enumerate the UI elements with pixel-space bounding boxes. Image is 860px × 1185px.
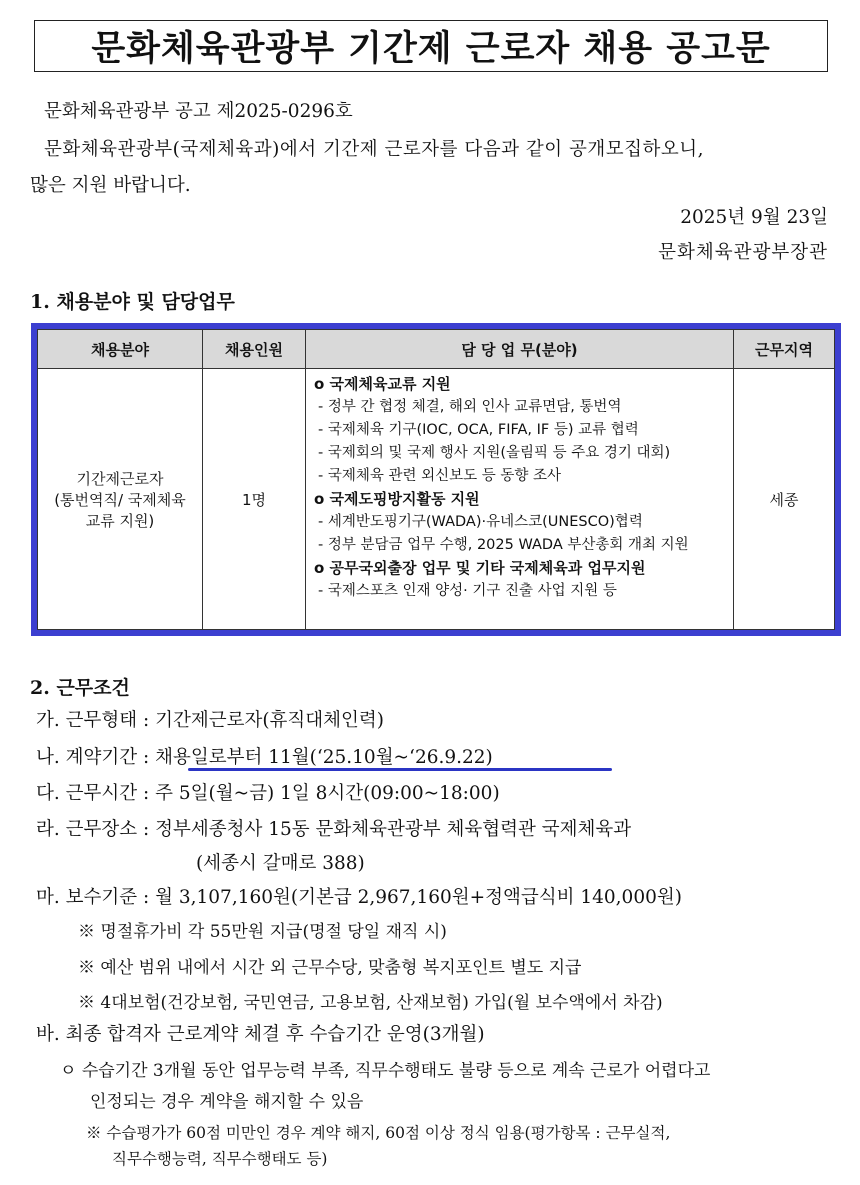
page-title: 문화체육관광부 기간제 근로자 채용 공고문 (34, 20, 828, 72)
ma-note-1: ※ 명절휴가비 각 55만원 지급(명절 당일 재직 시) (78, 922, 447, 942)
condition-na: 나. 계약기간 : 채용일로부터 11월(‘25.10월~‘26.9.22) (36, 747, 493, 768)
ba-note-line-1: ※ 수습평가가 60점 미만인 경우 계약 해지, 60점 이상 정식 임용(평가항목 : 근무실적, (86, 1124, 671, 1142)
field-line-1: 기간제근로자 (76, 469, 164, 488)
header-region: 근무지역 (734, 330, 835, 369)
duty-item: - 정부 간 협정 체결, 해외 인사 교류면담, 통번역 (318, 399, 622, 415)
duty-head-3: o 공무국외출장 업무 및 기타 국제체육과 업무지원 (314, 559, 646, 577)
ba-item-line-1: ㅇ 수습기간 3개월 동안 업무능력 부족, 직무수행태도 불량 등으로 계속 근로가 어렵다고 (60, 1061, 711, 1081)
cell-region: 세종 (734, 369, 835, 630)
condition-ra-address: (세종시 갈매로 388) (196, 853, 365, 874)
highlight-underline (188, 768, 612, 771)
cell-duty (306, 369, 734, 630)
condition-da: 다. 근무시간 : 주 5일(월~금) 1일 8시간(09:00~18:00) (36, 783, 500, 804)
header-count: 채용인원 (203, 330, 306, 369)
job-table-frame (31, 323, 841, 636)
job-table (37, 329, 835, 630)
condition-ra: 라. 근무장소 : 정부세종청사 15동 문화체육관광부 체육협력관 국제체육과 (36, 819, 632, 840)
ba-note-line-2: 직무수행능력, 직무수행태도 등) (112, 1150, 328, 1168)
signer: 문화체육관광부장관 (658, 242, 828, 263)
condition-ba: 바. 최종 합격자 근로계약 체결 후 수습기간 운영(3개월) (36, 1024, 485, 1045)
table-row (38, 369, 835, 630)
field-line-2: (통번역직/ 국제체육 (54, 490, 186, 509)
condition-ga: 가. 근무형태 : 기간제근로자(휴직대체인력) (36, 710, 384, 731)
cell-count: 1명 (203, 369, 306, 630)
header-field: 채용분야 (38, 330, 203, 369)
header-duty: 담 당 업 무(분야) (306, 330, 734, 369)
field-line-3: 교류 지원) (85, 511, 155, 530)
section-1-heading: 1. 채용분야 및 담당업무 (30, 291, 235, 313)
ma-note-2: ※ 예산 범위 내에서 시간 외 근무수당, 맞춤형 복지포인트 별도 지급 (78, 958, 582, 978)
duty-item: - 세계반도핑기구(WADA)·유네스코(UNESCO)협력 (318, 514, 643, 530)
section-2-heading: 2. 근무조건 (30, 677, 130, 699)
intro-line-2: 많은 지원 바랍니다. (30, 175, 191, 196)
duty-head-1: o 국제체육교류 지원 (314, 375, 451, 393)
ma-note-3: ※ 4대보험(건강보험, 국민연금, 고용보험, 산재보험) 가입(월 보수액에서 차감) (78, 993, 663, 1013)
notice-number: 문화체육관광부 공고 제2025-0296호 (44, 101, 353, 122)
duty-head-2: o 국제도핑방지활동 지원 (314, 490, 480, 508)
duty-item: - 정부 분담금 업무 수행, 2025 WADA 부산총회 개최 지원 (318, 537, 689, 553)
duty-item: - 국제체육 관련 외신보도 등 동향 조사 (318, 468, 561, 484)
duty-item: - 국제회의 및 국제 행사 지원(올림픽 등 주요 경기 대회) (318, 445, 671, 461)
intro-line-1: 문화체육관광부(국제체육과)에서 기간제 근로자를 다음과 같이 공개모집하오니, (44, 139, 704, 160)
ba-item-line-2: 인정되는 경우 계약을 해지할 수 있음 (90, 1092, 364, 1112)
condition-ma: 마. 보수기준 : 월 3,107,160원(기본급 2,967,160원+정액급식비 140,000원) (36, 887, 682, 908)
notice-date: 2025년 9월 23일 (680, 207, 828, 228)
duty-item: - 국제체육 기구(IOC, OCA, FIFA, IF 등) 교류 협력 (318, 422, 639, 438)
table-header-row (38, 330, 835, 369)
duty-item: - 국제스포츠 인재 양성· 기구 진출 사업 지원 등 (318, 583, 617, 599)
cell-field (38, 369, 203, 630)
